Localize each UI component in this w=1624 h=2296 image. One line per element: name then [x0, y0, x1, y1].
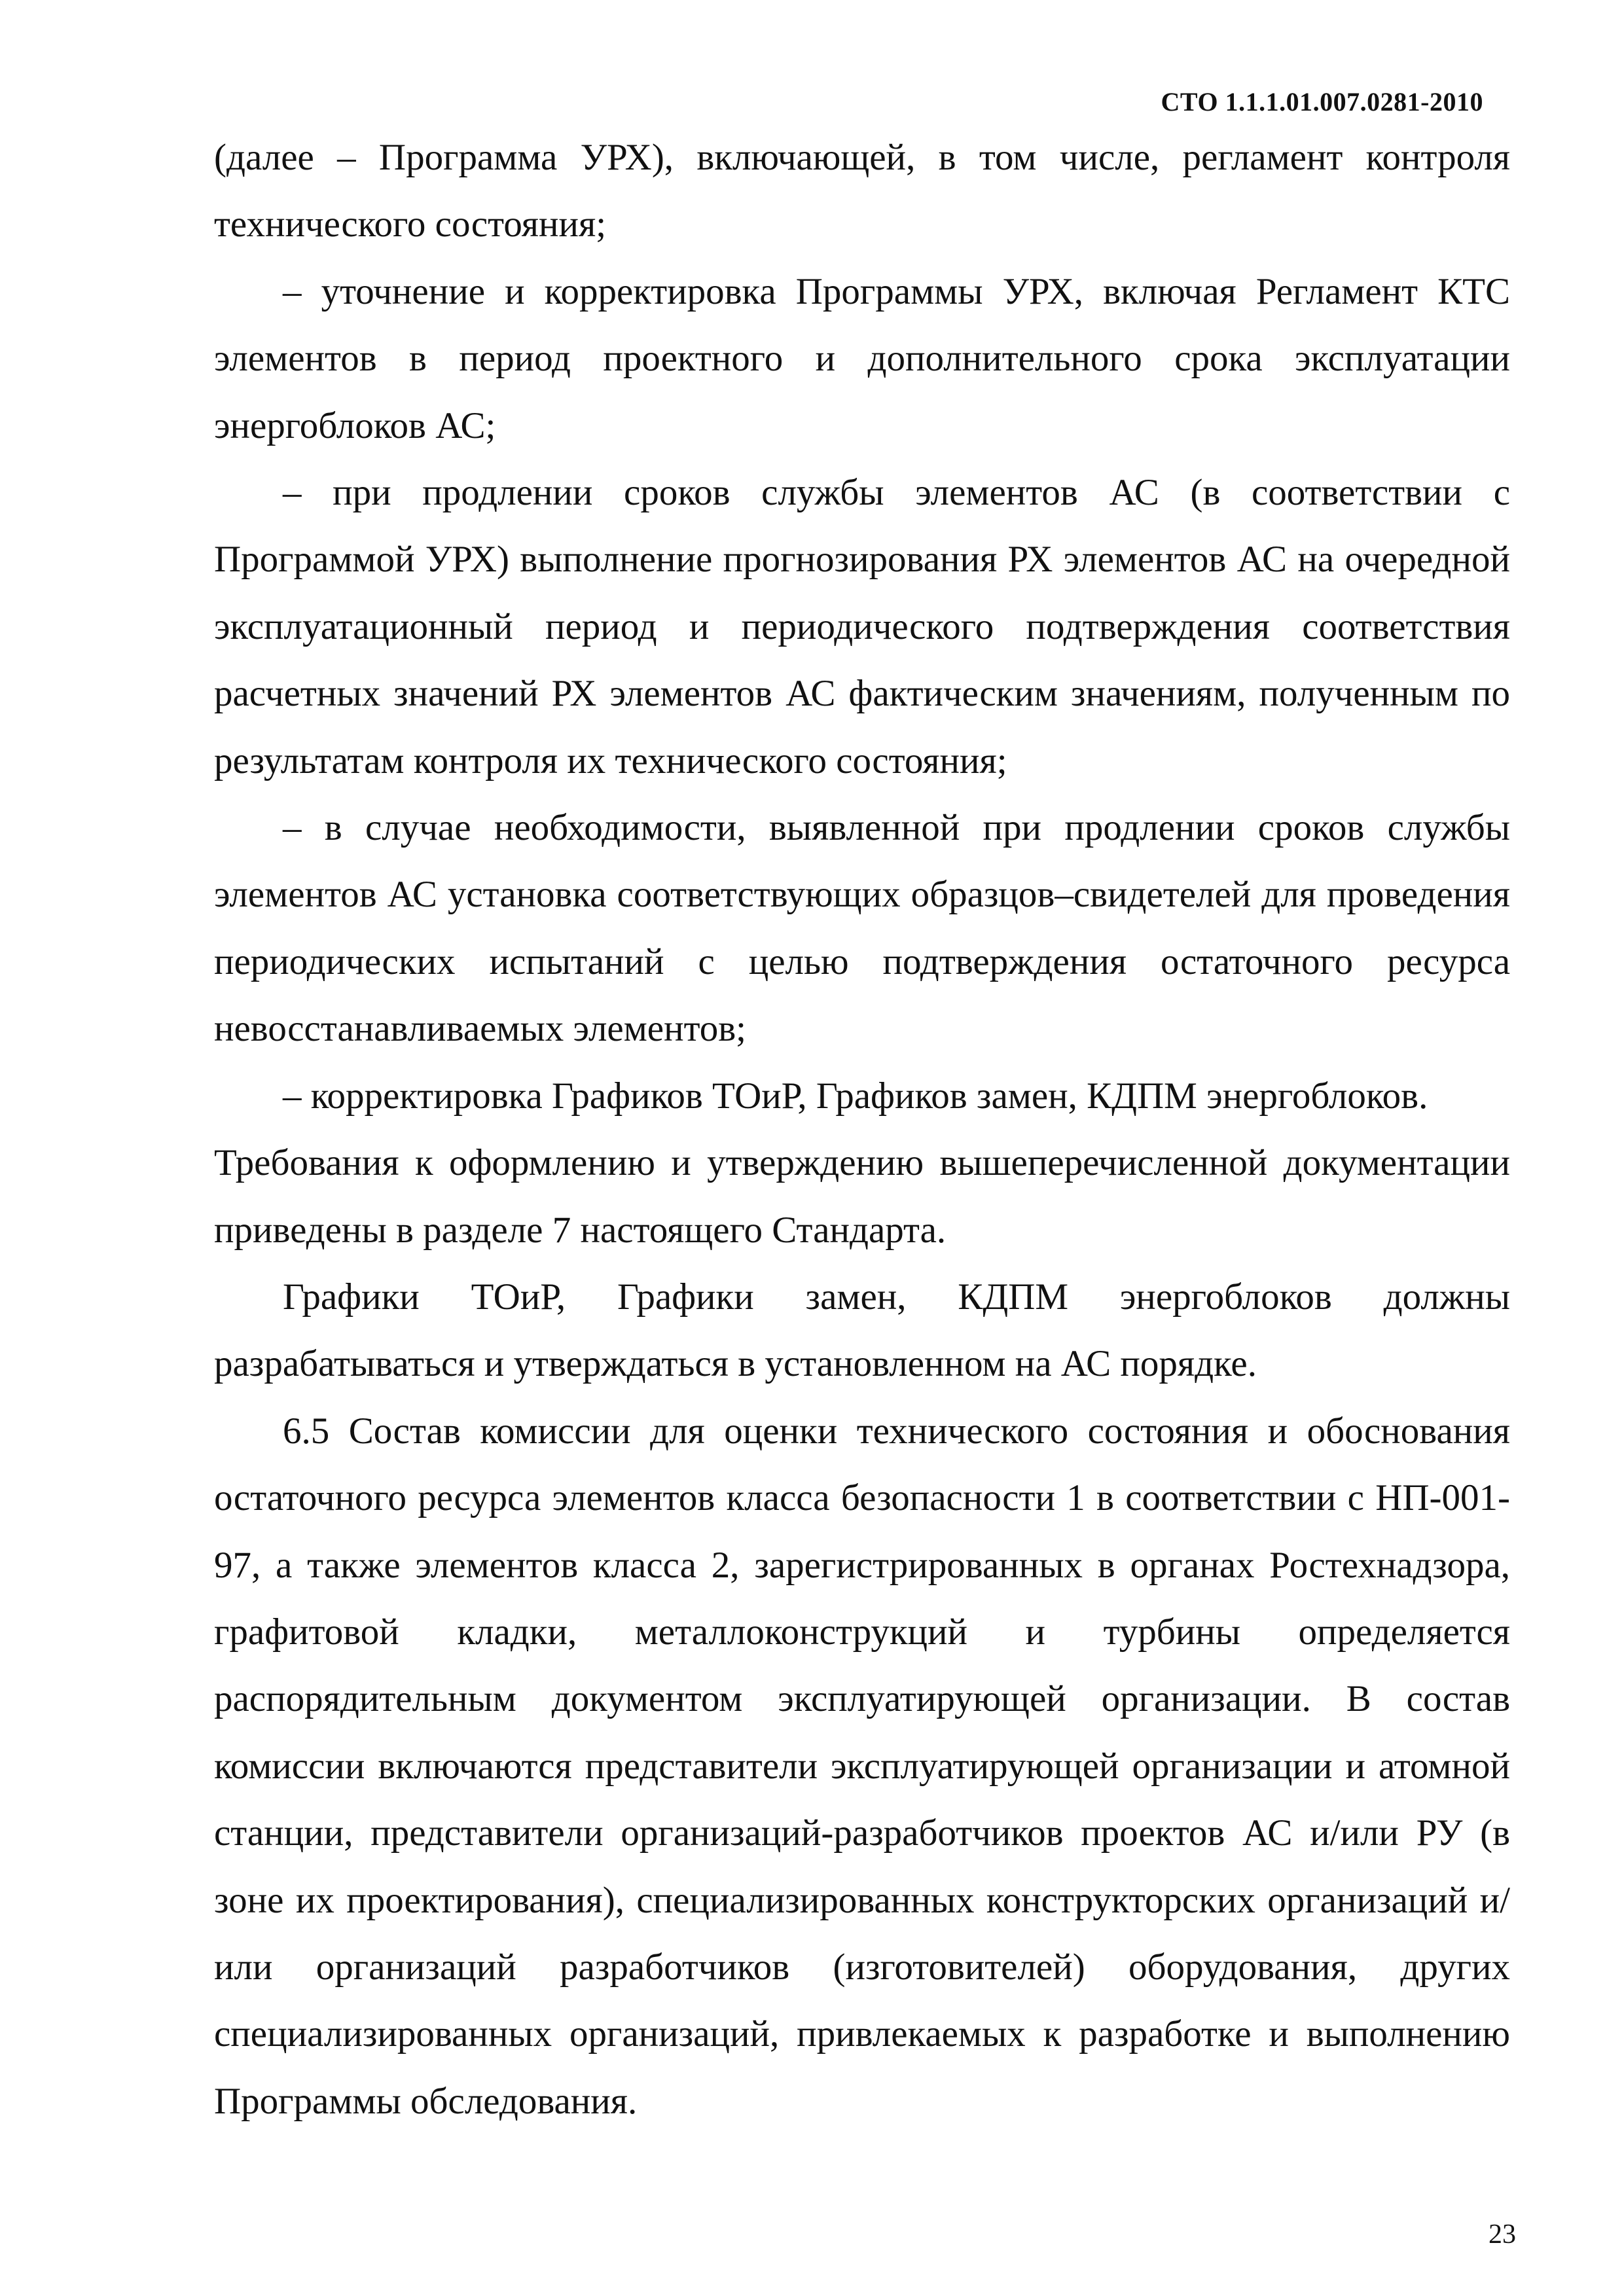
document-code: СТО 1.1.1.01.007.0281-2010 — [1161, 87, 1483, 117]
paragraph-continuation: (далее – Программа УРХ), включающей, в том числе, регламент контроля технического состояния; — [214, 137, 1510, 245]
paragraph-schedule-correction: – корректировка Графиков ТОиР, Графиков замен, КДПМ энергоблоков. — [283, 1075, 1428, 1117]
paragraph-program-correction: – уточнение и корректировка Программы УРХ, включая Регламент КТС элементов в период проектного и дополнительного срока эксплуатации энергоблоков АС; — [214, 270, 1510, 446]
paragraph-documentation-requirements: Требования к оформлению и утверждению вышеперечисленной документации приведены в разделе 7 настоящего Стандарта. — [214, 1142, 1510, 1251]
paragraph-schedules-development: Графики ТОиР, Графики замен, КДПМ энергоблоков должны разрабатываться и утверждаться в установленном на АС порядке. — [214, 1276, 1510, 1385]
page-number: 23 — [1489, 2219, 1516, 2250]
paragraph-service-life-extension: – при продлении сроков службы элементов АС (в соответствии с Программой УРХ) выполнение прогнозирования РХ элементов АС на очередной эксплуатационный период и периодического подтверждения соответствия расчетных значений РХ элементов АС фактическим значениям, полученным по результатам контроля их технического состояния; — [214, 472, 1510, 781]
paragraph-witness-samples: – в случае необходимости, выявленной при продлении сроков службы элементов АС установка соответствующих образцов–свидетелей для проведения периодических испытаний с целью подтверждения остаточного ресурса невосстанавливаемых элементов; — [214, 807, 1510, 1050]
document-body — [214, 124, 1510, 2135]
paragraph-section-6-5: 6.5 Состав комиссии для оценки технического состояния и обоснования остаточного ресурса элементов класса безопасности 1 в соответствии с НП-001-97, а также элементов класса 2, зарегистрированных в органах Ростехнадзора, графитовой кладки, металлоконструкций и турбины определяется распорядительным документом эксплуатирующей организации. В состав комиссии включаются представители эксплуатирующей организации и атомной станции, представители организаций-разработчиков проектов АС и/или РУ (в зоне их проектирования), специализированных конструкторских организаций и/или организаций разработчиков (изготовителей) оборудования, других специализированных организаций, привлекаемых к разработке и выполнению Программы обследования. — [214, 1410, 1510, 2122]
